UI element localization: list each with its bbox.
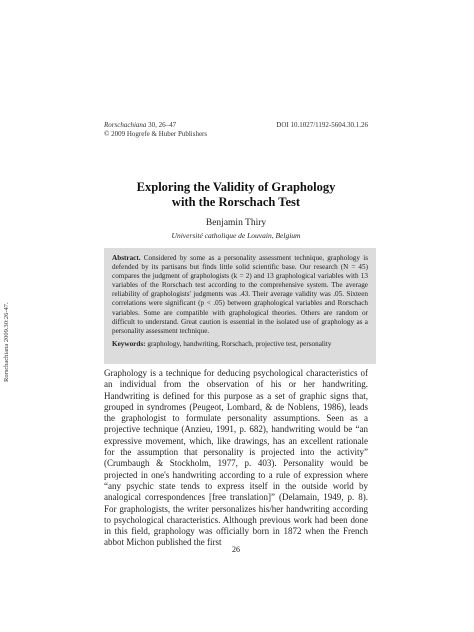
paper-title — [104, 180, 368, 210]
abstract-label: Abstract. — [112, 254, 141, 262]
abstract-text: Considered by some as a personality assessment technique, graphology is defended by its partisans but finds little solid scientific base. Our research (N = 45) compares the judgment of graphologists (k = 2) and 13 graphological variables with 13 variables of the Rorschach test according to the comprehensive system. The average reliability of graphologists' judgments was .43. Their average validity was .05. Sixteen correlations were significant (p < .05) between graphological variables and Rorschach variables. Some are compatible with graphological theories. Others are random or difficult to understand. Great caution is essential in the isolated use of graphology as a personality assessment technique. — [112, 254, 368, 335]
author-affiliation: Université catholique de Louvain, Belgium — [171, 231, 301, 240]
side-citation-note: Rorschachiana 2009.30:26-47. — [3, 302, 10, 382]
keywords-label: Keywords: — [112, 339, 146, 348]
keywords-text: graphology, handwriting, Rorschach, projective test, personality — [145, 339, 332, 348]
author-name: Benjamin Thiry — [205, 218, 267, 228]
abstract-box — [104, 248, 376, 364]
copyright-line: © 2009 Hogrefe & Huber Publishers — [104, 130, 208, 138]
page-number: 26 — [232, 545, 240, 554]
journal-info — [104, 121, 207, 139]
keywords-paragraph — [112, 340, 368, 349]
doi: DOI 10.1027/1192-5604.30.1.26 — [276, 121, 368, 129]
title-line-1: Exploring the Validity of Graphology — [136, 180, 336, 194]
abstract-paragraph — [112, 254, 368, 336]
journal-name: Rorschachiana — [104, 121, 147, 129]
journal-volume: 30, 26–47 — [146, 121, 177, 129]
title-line-2: with the Rorschach Test — [171, 195, 301, 209]
body-paragraph: Graphology is a technique for deducing psychological characteristics of an individual from the observation of his or her handwriting. Handwriting is defined for this purpose as a set of graphic signs that, grouped in syndromes (Peugeot, Lombard, & de Noblens, 1986), leads the graphologist to formulate personality assumptions. Seen as a projective technique (Anzieu, 1991, p. 682), handwriting would be “an expressive movement, which, like drawings, has an excellent rationale for the assumption that personality is projected into the activity” (Crumbaugh & Stockholm, 1977, p. 403). Personality would be projected in one's handwriting according to a rule of expression where “any psychic state tends to express itself in the outside world by analogical correspondences [free translation]” (Delamain, 1949, p. 8). For graphologists, the writer personalizes his/her handwriting according to psychological characteristics. Although previous work had been done in this field, graphology was officially born in 1872 when the French abbot Michon published the first — [104, 368, 368, 548]
